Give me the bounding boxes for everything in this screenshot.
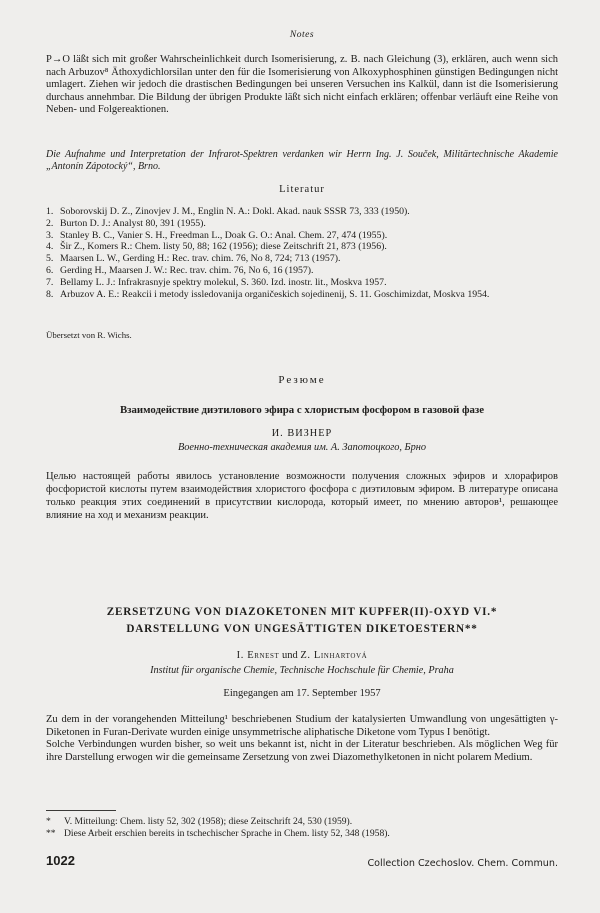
resume-institution: Военно-техническая академия им. А. Запотоцкого, Брно [177, 442, 427, 453]
reference-item [46, 277, 558, 289]
reference-text: Stanley B. C., Vanier S. H., Freedman L., Doak G. O.: Anal. Chem. 27, 474 (1955). [60, 229, 388, 241]
reference-text: Arbuzov A. E.: Reakcii i metody issledovanija organičeskich sojedinenij, S. 11. Goschimizdat, Moskva 1954. [60, 288, 490, 300]
reference-item [46, 265, 558, 277]
reference-item [46, 206, 558, 218]
reference-text: Bellamy L. J.: Infrakrasnyje spektry molekul, S. 360. Izd. inostr. lit., Moskva 1957. [60, 276, 387, 288]
reference-number: 3. [46, 229, 54, 241]
reference-text: Maarsen L. W., Gerding H.: Rec. trav. chim. 76, No 8, 724; 713 (1957). [60, 253, 341, 265]
footnotes [46, 816, 558, 839]
reference-text: Soborovskij D. Z., Zinovjev J. M., Englin N. A.: Dokl. Akad. nauk SSSR 73, 333 (1950). [60, 206, 410, 217]
acknowledgement: Die Aufnahme und Interpretation der Infrarot-Spektren verdanken wir Herrn Ing. J. Souček, Militärtechnische Akademie „Antonín Zápotocký“, Brno. [46, 149, 558, 172]
footnote-text: Diese Arbeit erschien bereits in tschechischer Sprache in Chem. listy 52, 348 (1958). [64, 827, 390, 839]
footnote-rule [46, 810, 116, 811]
reference-number: 5. [46, 253, 54, 265]
article-institution: Institut für organische Chemie, Technische Hochschule für Chemie, Praha [150, 665, 454, 676]
reference-number: 4. [46, 241, 54, 253]
reference-text: Burton D. J.: Analyst 80, 391 (1955). [60, 217, 206, 229]
reference-number: 8. [46, 288, 54, 300]
received-date: Eingegangen am 17. September 1957 [223, 688, 381, 699]
reference-item [46, 289, 558, 301]
footnote-mark: * [46, 816, 51, 827]
author-name: Z. Linhartová [300, 650, 368, 661]
resume-heading: Резюме [278, 374, 326, 386]
article-title [46, 604, 558, 638]
running-header: Notes [289, 30, 315, 40]
footnote-mark: ** [46, 827, 56, 839]
reference-text: Šir Z., Komers R.: Chem. listy 50, 88; 162 (1956); diese Zeitschrift 21, 873 (1956). [60, 241, 387, 253]
reference-list [46, 206, 558, 300]
reference-item [46, 253, 558, 265]
reference-number: 1. [46, 206, 54, 217]
resume-paragraph: Целью настоящей работы явилось установление возможности получения сложных эфиров и хлорафиров фосфористой кислоты путем взаимодействия хлористого фосфора с диэтиловым эфиром. В литературе описана только реакция этих соединений в присутствии кислорода, который имеет, по мнению авторов¹, решающее влияние на ход и механизм реакции. [46, 471, 558, 521]
article-title-line: ZERSETZUNG VON DIAZOKETONEN MIT KUPFER(II)-OXYD VI.* [106, 606, 498, 618]
reference-number: 2. [46, 217, 54, 229]
reference-number: 6. [46, 264, 54, 276]
resume-author: И. ВИЗНЕР [271, 428, 333, 439]
literature-heading: Literatur [279, 184, 325, 195]
article-body [46, 714, 558, 764]
footnote-text: V. Mitteilung: Chem. listy 52, 302 (1958); diese Zeitschrift 24, 530 (1959). [64, 816, 353, 827]
author-name: I. Ernest [236, 650, 280, 661]
body-paragraph: Zu dem in der vorangehenden Mitteilung¹ beschriebenen Studium der katalysierten Umwandlung von ungesättigten γ-Diketonen in Furan-Derivate wurden einige unsymmetrische aliphatische Diketone vom Typus I benötigt. [46, 714, 558, 738]
footnote [46, 816, 558, 828]
reference-item [46, 241, 558, 253]
reference-number: 7. [46, 276, 54, 288]
article-authors [46, 650, 558, 661]
page-number: 1022 [46, 853, 75, 868]
discussion-paragraph: P→O läßt sich mit großer Wahrscheinlichkeit durch Isomerisierung, z. B. nach Gleichung (3), erklären, auch wenn sich nach Arbuzov⁸ Äthoxydichlorsilan unter den für die Isomerisierung von Alkoxyphosphinen günstigen Bedingungen nicht umlagert. Ziehen wir jedoch die drastischen Bedingungen bei unseren Versuchen ins Kalkül, dann ist die Isomerisierung durchaus annehmbar. Die Bildung der übrigen Produkte läßt sich nicht einfach erklären; offenbar verläuft eine Reihe von Neben- und Folgereaktionen. [46, 54, 558, 115]
reference-item [46, 218, 558, 230]
article-title-line: DARSTELLUNG VON UNGESÄTTIGTEN DIKETOESTERN** [126, 623, 478, 635]
resume-title: Взаимодействие диэтилового эфира с хлористым фосфором в газовой фазе [119, 404, 484, 416]
reference-text: Gerding H., Maarsen J. W.: Rec. trav. chim. 76, No 6, 16 (1957). [60, 264, 314, 276]
author-conjunction: und [282, 650, 298, 661]
footnote [46, 828, 558, 840]
journal-name: Collection Czechoslov. Chem. Commun. [367, 858, 558, 869]
body-paragraph: Solche Verbindungen wurden bisher, so weit uns bekannt ist, nicht in der Literatur beschrieben. Als möglichen Weg für ihre Darstellung erwogen wir die gemeinsame Zersetzung von zwei Diazomethylketonen in nicht polarem Medium. [46, 739, 558, 763]
translator-note: Übersetzt von R. Wichs. [46, 330, 132, 340]
reference-item [46, 230, 558, 242]
